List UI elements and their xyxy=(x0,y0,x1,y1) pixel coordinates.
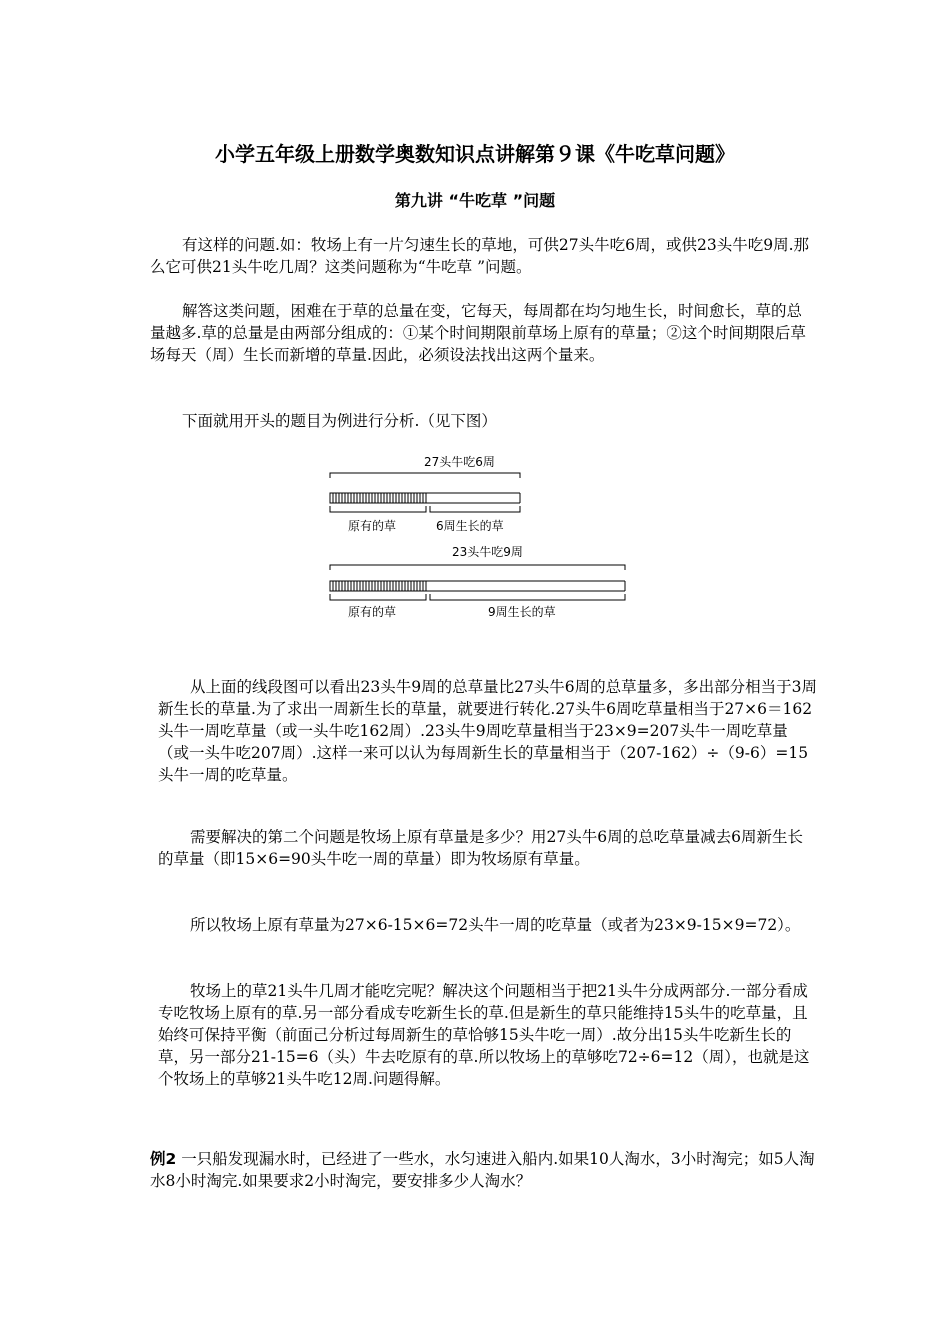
paragraph-difficulty xyxy=(150,300,810,366)
diagram2-top-label: 23头牛吃9周 xyxy=(452,545,523,559)
diagram2-original-grass-bar xyxy=(330,581,426,591)
paragraph-second-question xyxy=(158,826,818,870)
diagram2-right-brace xyxy=(430,594,625,600)
diagram2-right-label: 9周生长的草 xyxy=(488,605,556,619)
paragraph-solution xyxy=(158,980,818,1090)
page-title: 小学五年级上册数学奥数知识点讲解第９课《牛吃草问题》 xyxy=(215,142,735,166)
diagram2-left-label: 原有的草 xyxy=(348,605,397,619)
paragraph-second-question-text: 需要解决的第二个问题是牧场上原有草量是多少？用27头牛6周的总吃草量减去6周新生长的草量（即15×6=90头牛吃一周的草量）即为牧场原有草量。 xyxy=(158,828,803,868)
diagram1-original-grass-bar xyxy=(330,493,426,503)
diagram1-right-label: 6周生长的草 xyxy=(436,519,504,533)
paragraph-analysis-intro-text: 下面就用开头的题目为例进行分析.（见下图） xyxy=(182,412,497,430)
paragraph-difficulty-text: 解答这类问题，困难在于草的总量在变，它每天，每周都在均匀地生长，时间愈长，草的总量越多.草的总量是由两部分组成的：①某个时间期限前草场上原有的草量；②这个时间期限后草场每天（周）生长而新增的草量.因此，必须设法找出这两个量来。 xyxy=(150,302,806,364)
diagram1-top-label: 27头牛吃6周 xyxy=(424,455,495,469)
paragraph-example-2 xyxy=(150,1148,820,1192)
paragraph-analysis-intro xyxy=(150,410,810,432)
diagram1-left-label: 原有的草 xyxy=(348,519,397,533)
paragraph-weekly-growth-text: 从上面的线段图可以看出23头牛9周的总草量比27头牛6周的总草量多，多出部分相当于3周新生长的草量.为了求出一周新生长的草量，就要进行转化.27头牛6周吃草量相当于27×6＝162头牛一周吃草量（或一头牛吃162周）.23头牛9周吃草量相当于23×9=207头牛一周吃草量（或一头牛吃207周）.这样一来可以认为每周新生长的草量相当于（207-162）÷（9-6）=15头牛一周的吃草量。 xyxy=(158,678,818,784)
paragraph-intro xyxy=(150,234,810,278)
diagram1-left-brace xyxy=(330,506,426,512)
example-text: 一只船发现漏水时，已经进了一些水，水匀速进入船内.如果10人淘水，3小时淘完；如5人淘水8小时淘完.如果要求2小时淘完，要安排多少人淘水？ xyxy=(150,1150,815,1190)
paragraph-intro-text: 有这样的问题.如：牧场上有一片匀速生长的草地，可供27头牛吃6周，或供23头牛吃9周.那么它可供21头牛吃几周？这类问题称为“牛吃草 ”问题。 xyxy=(150,236,810,276)
diagram2-top-brace xyxy=(330,565,625,570)
paragraph-original-grass xyxy=(158,914,818,936)
example-label: 例2 xyxy=(150,1150,177,1168)
paragraph-solution-text: 牧场上的草21头牛几周才能吃完呢？解决这个问题相当于把21头牛分成两部分.一部分看成专吃牧场上原有的草.另一部分看成专吃新生长的草.但是新生的草只能维持15头牛的吃草量，且始终可保持平衡（前面己分析过每周新生的草恰够15头牛吃一周）.故分出15头牛吃新生长的草，另一部分21-15=6（头）牛去吃原有的草.所以牧场上的草够吃72÷6=12（周），也就是这个牧场上的草够21头牛吃12周.问题得解。 xyxy=(158,982,810,1088)
lecture-subtitle: 第九讲 “牛吃草 ”问题 xyxy=(394,191,556,210)
paragraph-weekly-growth xyxy=(158,676,818,786)
diagram1-top-brace xyxy=(330,473,520,478)
paragraph-original-grass-text: 所以牧场上原有草量为27×6-15×6=72头牛一周的吃草量（或者为23×9-15×9=72）。 xyxy=(190,916,801,934)
diagram1-right-brace xyxy=(430,506,520,512)
diagram2-left-brace xyxy=(330,594,426,600)
line-segment-diagram xyxy=(320,448,640,628)
